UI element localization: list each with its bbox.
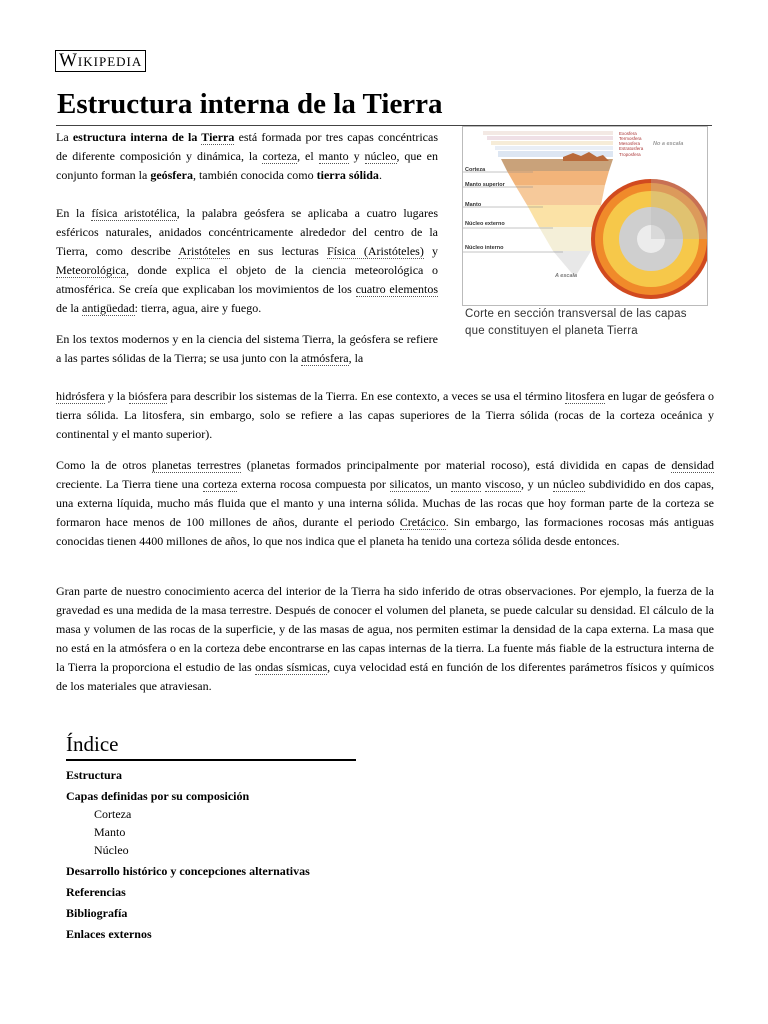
text: en sus lecturas	[230, 244, 327, 258]
link-litosfera[interactable]: litosfera	[565, 389, 605, 403]
link-manto[interactable]: manto	[451, 477, 482, 491]
text: En la	[56, 206, 92, 220]
label-nucleo-interno: Núcleo interno	[465, 245, 504, 251]
link-cretacico[interactable]: Cretácico	[399, 515, 446, 529]
label-mesosfera: Mesosfera	[619, 141, 641, 146]
label-exosfera: Exosfera	[619, 131, 637, 136]
toc-item-capas-composicion[interactable]: Capas definidas por su composición	[66, 789, 250, 803]
link-viscoso[interactable]: viscoso	[484, 477, 521, 491]
text: subdividido en dos capas, una externa líquida, mucho más fluida que el manto y una interna sólida. Muchas de las rocas que hoy forman parte de la corteza se formaron hace menos de 100 millones de años, durante el periodo	[56, 477, 715, 529]
text: está formada por tres capas concéntricas de diferente composición y dinámica, la	[56, 130, 438, 163]
text: , también conocida como	[192, 168, 317, 182]
text: en lugar de geósfera o tierra sólida. La litosfera, sin embargo, solo se refiere a las capas superiores de la Tierra sólida (rocas de la corteza oceánica y continental y el manto superior).	[56, 389, 714, 441]
intro-paragraph	[56, 128, 438, 185]
link-meteorologica[interactable]: Meteorológica	[56, 263, 126, 277]
label-corteza: Corteza	[465, 167, 486, 173]
link-cuatro-elementos[interactable]: cuatro elementos	[355, 282, 439, 296]
text: .	[378, 168, 382, 182]
link-hidrosfera[interactable]: hidrósfera	[56, 389, 105, 403]
link-manto[interactable]: manto	[318, 149, 349, 163]
earth-cross-section-figure[interactable]	[462, 126, 708, 306]
link-fisica-aristotelica[interactable]: física aristotélica	[91, 206, 177, 220]
text: : tierra, agua, aire y fuego.	[134, 301, 262, 315]
toc-title: Índice	[66, 732, 119, 756]
text: , la palabra geósfera se aplicaba a cuatro lugares esféricos naturales, anidados concéntricamente alrededor del centro de la Tierra, como describe	[56, 206, 438, 258]
link-corteza[interactable]: corteza	[262, 149, 298, 163]
text: de la	[56, 301, 82, 315]
toc-item-nucleo[interactable]: Núcleo	[94, 843, 129, 857]
link-antiguedad[interactable]: antigüedad	[82, 301, 135, 315]
text: . Sin embargo, las formaciones rocosas más antiguas conocidas tienen 4400 millones de años, lo que nos indica que el planeta ha tenido una corteza sólida desde entonces.	[56, 515, 714, 548]
text: Gran parte de nuestro conocimiento acerca del interior de la Tierra ha sido inferido de otras observaciones. Por ejemplo, la fuerza de la gravedad es una medida de la masa terrestre. Después de conocer el volumen del planeta, se puede calcular su densidad. El cálculo de la masa y volumen de las rocas de la superficie, y de las masas de agua, nos permiten estimar la densidad de la capa externa. La masa que no está en la atmósfera o en la corteza debe encontrarse en las capas internas de la tierra. La fuente más fiable de la estructura interna de la Tierra la proporciona el estudio de las	[56, 584, 714, 674]
text: , y un	[520, 477, 553, 491]
bold-text: geósfera	[150, 168, 193, 182]
link-nucleo[interactable]: núcleo	[553, 477, 585, 491]
label-termosfera: Termosfera	[619, 136, 642, 141]
label-nucleo-externo: Núcleo externo	[465, 221, 505, 227]
table-of-contents	[66, 766, 310, 943]
link-tierra[interactable]: Tierra	[201, 130, 235, 144]
text: (planetas formados principalmente por material rocoso), está dividida en capas de	[241, 458, 672, 472]
toc-item-desarrollo-historico[interactable]: Desarrollo histórico y concepciones alternativas	[66, 864, 310, 878]
knowledge-paragraph	[56, 582, 714, 696]
text: creciente. La Tierra tiene una	[56, 477, 203, 491]
text: , donde explica el objeto de la ciencia meteorológica o atmosférica. Se creía que explicaban los movimientos de los	[56, 263, 438, 296]
label-troposfera: Troposfera	[619, 152, 641, 157]
text: Como la de otros	[56, 458, 153, 472]
text: y	[423, 244, 438, 258]
link-densidad[interactable]: densidad	[671, 458, 715, 472]
bold-text: estructura interna de la	[72, 130, 202, 144]
wikipedia-logo[interactable]: Wikipedia	[55, 50, 146, 72]
terrestrial-planets-paragraph	[56, 456, 714, 551]
toc-divider	[66, 759, 356, 761]
text: , la	[348, 351, 364, 365]
link-biosfera[interactable]: biósfera	[128, 389, 168, 403]
text: , que en conjunto forman la	[56, 149, 439, 182]
bold-text: tierra sólida	[316, 168, 379, 182]
label-no-escala: No a escala	[653, 141, 684, 147]
label-a-escala: A escala	[555, 273, 578, 279]
link-nucleo[interactable]: núcleo	[364, 149, 397, 163]
atmosphere-layers	[483, 131, 613, 157]
text: La	[56, 130, 73, 144]
earth-layers-diagram	[463, 127, 707, 305]
figure-caption: Corte en sección transversal de las capas que constituyen el planeta Tierra	[465, 308, 687, 337]
link-fisica-aristoteles[interactable]: Física (Aristóteles)	[327, 244, 424, 258]
link-aristoteles[interactable]: Aristóteles	[178, 244, 231, 258]
text: y	[348, 149, 365, 163]
link-corteza[interactable]: corteza	[202, 477, 238, 491]
aristotle-paragraph	[56, 204, 438, 318]
toc-item-estructura[interactable]: Estructura	[66, 768, 122, 782]
label-manto-superior: Manto superior	[465, 182, 505, 188]
text: En los textos modernos y en la ciencia del sistema Tierra, la geósfera se refiere a las partes sólidas de la Tierra; se usa junto con la	[56, 332, 438, 365]
text: y la	[104, 389, 129, 403]
label-manto: Manto	[465, 202, 482, 208]
text: , el	[297, 149, 319, 163]
toc-item-manto[interactable]: Manto	[94, 825, 126, 839]
text: , cuya velocidad está en función de los diferentes parámetros físicos y químicos de los materiales que atraviesan.	[56, 660, 714, 693]
text: para describir los sistemas de la Tierra. En ese contexto, a veces se usa el término	[167, 389, 566, 403]
modern-texts-paragraph-part1	[56, 330, 438, 368]
page-title: Estructura interna de la Tierra	[57, 88, 443, 120]
label-estratosfera: Estratosfera	[619, 146, 644, 151]
toc-item-bibliografia[interactable]: Bibliografía	[66, 906, 128, 920]
modern-texts-paragraph-part2	[56, 387, 714, 444]
toc-item-enlaces-externos[interactable]: Enlaces externos	[66, 927, 152, 941]
text: externa rocosa compuesta por	[237, 477, 390, 491]
link-ondas-sismicas[interactable]: ondas sísmicas	[255, 660, 328, 674]
toc-item-corteza[interactable]: Corteza	[94, 807, 132, 821]
text: , un	[428, 477, 452, 491]
scaled-sphere	[591, 179, 707, 299]
link-silicatos[interactable]: silicatos	[389, 477, 429, 491]
link-atmosfera[interactable]: atmósfera	[301, 351, 349, 365]
link-planetas-terrestres[interactable]: planetas terrestres	[152, 458, 242, 472]
toc-item-referencias[interactable]: Referencias	[66, 885, 126, 899]
